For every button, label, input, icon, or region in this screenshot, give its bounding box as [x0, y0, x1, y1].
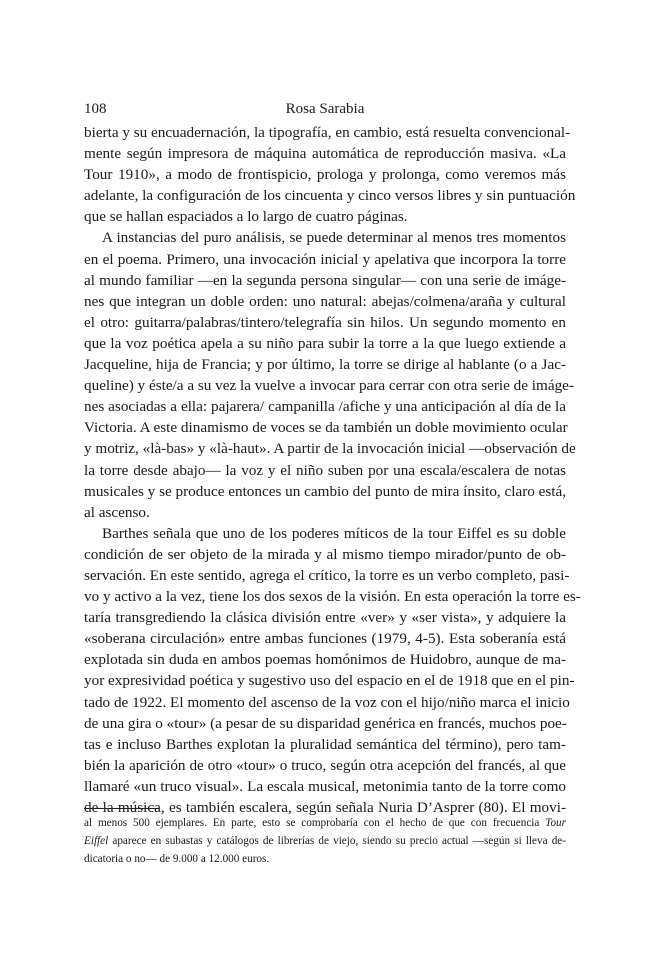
text-line: la torre desde abajo— la voz y el niño suben por una escala/escalera de notas [84, 461, 566, 479]
text-line: tado de 1922. El momento del ascenso de la voz con el hijo/niño marca el inicio [84, 693, 570, 711]
text-line: bién la aparición de otro «tour» o truco, según otra acepción del francés, al que [84, 756, 566, 774]
footnote-title: Tour [545, 817, 566, 829]
footnote-line [84, 814, 566, 832]
text-line: de la música, es también escalera, según señala Nuria D’Asprer (80). El movi- [84, 799, 566, 816]
text-line: en el poema. Primero, una invocación inicial y apelativa que incorpora la torre [84, 250, 566, 268]
text-line: musicales y se produce entonces un cambio del punto de mira ínsito, claro está, [84, 482, 567, 500]
text-line: bierta y su encuadernación, la tipografía, en cambio, está resuelta convencional- [84, 124, 571, 141]
body-text [84, 122, 581, 818]
footnote-text: aparece en subastas y catálogos de librerías de viejo, siendo su precio actual —según si lleva de- [108, 835, 566, 847]
footnote-rule [84, 808, 159, 809]
text-line: y motriz, «là-bas» y «là-haut». A partir de la invocación inicial —observación de [84, 440, 576, 458]
text-line: queline) y éste/a a su vez la vuelve a invocar para cerrar con otra serie de imáge- [84, 377, 574, 395]
text-line: taría transgrediendo la clásica división entre «ver» y «ser vista», y adquiere la [84, 609, 566, 627]
text-line: que la voz poética apela a su niño para subir la torre a la que luego extiende a [84, 334, 566, 352]
page-number: 108 [84, 101, 107, 117]
paragraph [84, 122, 576, 227]
text-line: condición de ser objeto de la mirada y al mismo tiempo mirador/punto de ob- [84, 545, 566, 563]
footnote-title: Eiffel [84, 835, 109, 847]
text-line: llamaré «un truco visual». La escala musical, metonimia tanto de la torre como [84, 777, 566, 795]
text-line: tas e incluso Barthes explotan la pluralidad semántica del término), pero tam- [84, 735, 566, 753]
text-line: adelante, la configuración de los cincuenta y cinco versos libres y sin puntuación [84, 187, 576, 205]
text-line: Tour 1910», a modo de frontispicio, prologa y prolonga, como veremos más [84, 166, 566, 184]
paragraph [84, 523, 581, 818]
text-line: Barthes señala que uno de los poderes míticos de la tour Eiffel es su doble [102, 524, 566, 542]
text-line: A instancias del puro análisis, se puede determinar al menos tres momentos [102, 229, 566, 247]
text-line: mente según impresora de máquina automática de reproducción masiva. «La [84, 145, 566, 163]
text-line: el otro: guitarra/palabras/tintero/telegrafía sin hilos. Un segundo momento en [84, 313, 566, 331]
footnote-line [84, 832, 566, 850]
footnote-text: al menos 500 ejemplares. En parte, esto se comprobaría con el hecho de que con frecuencia [84, 817, 546, 829]
footnote-line: dicatoria o no— de 9.000 a 12.000 euros. [84, 853, 270, 865]
text-line: nes asociadas a ella: pajarera/ campanilla /afiche y una anticipación al día de la [84, 398, 566, 416]
text-line: servación. En este sentido, agrega el crítico, la torre es un verbo completo, pasi- [84, 566, 570, 584]
text-line: de una gira o «tour» (a pesar de su disparidad genérica en francés, muchos poe- [84, 714, 567, 732]
paragraph [84, 227, 576, 522]
text-line: explotada sin duda en ambos poemas homónimos de Huidobro, aunque de ma- [84, 651, 566, 669]
text-line: yor expresividad poética y sugestivo uso del espacio en el de 1918 que en el pin- [84, 672, 575, 690]
text-line: al mundo familiar —en la segunda persona singular— con una serie de imáge- [84, 271, 566, 289]
text-line: vo y activo a la vez, tiene los dos sexos de la visión. En esta operación la torre es- [84, 588, 581, 606]
text-line: Victoria. A este dinamismo de voces se da también un doble movimiento ocular [84, 419, 568, 437]
footnote [84, 814, 566, 868]
text-line: al ascenso. [84, 503, 150, 521]
text-line: «soberana circulación» entre ambas funciones (1979, 4-5). Esta soberanía está [84, 630, 566, 648]
running-head: Rosa Sarabia [285, 101, 365, 117]
text-line: nes que integran un doble orden: uno natural: abejas/colmena/araña y cultural [84, 292, 566, 310]
text-line: Jacqueline, hija de Francia; y por último, la torre se dirige al hablante (o a Jac- [84, 356, 566, 374]
text-line: que se hallan espaciados a lo largo de cuatro páginas. [84, 208, 408, 226]
